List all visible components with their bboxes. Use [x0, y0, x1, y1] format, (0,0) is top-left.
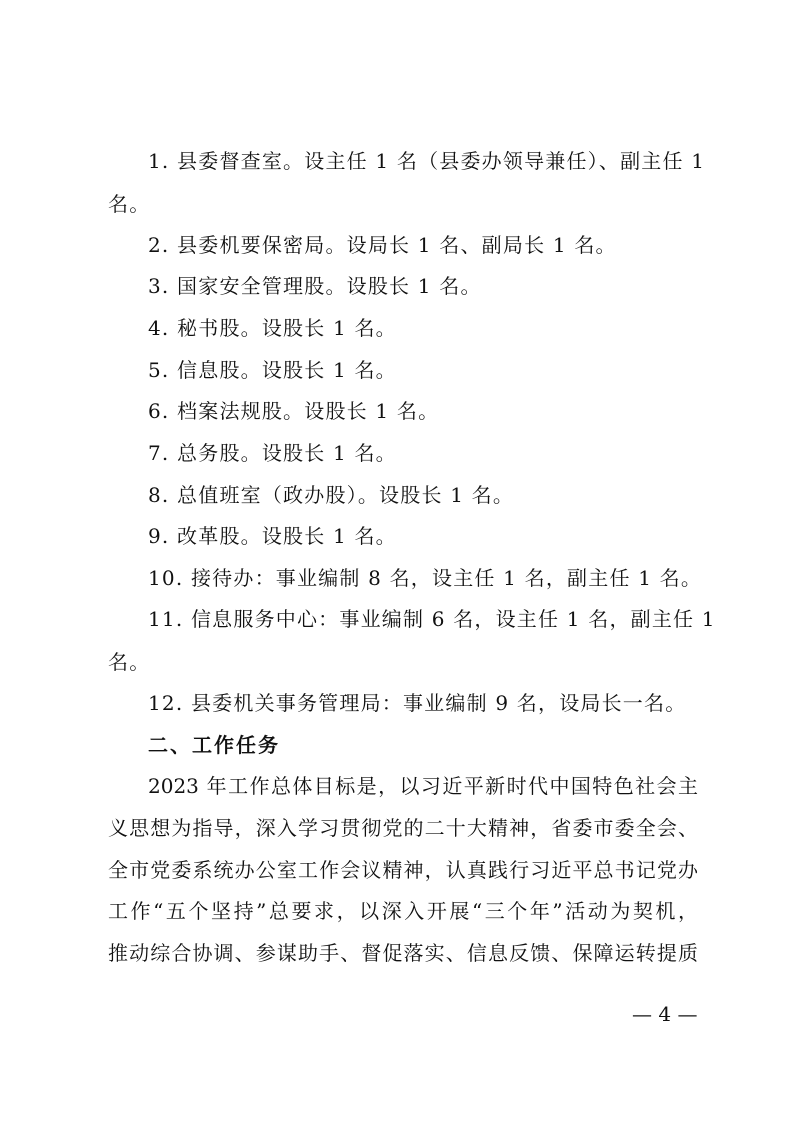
paragraph-line: 推动综合协调、参谋助手、督促落实、信息反馈、保障运转提质 [108, 941, 698, 965]
list-item: 12. 县委机关事务管理局：事业编制 9 名，设局长一名。 [148, 691, 687, 715]
list-item: 9. 改革股。设股长 1 名。 [148, 524, 397, 548]
list-item-continuation: 名。 [108, 192, 151, 216]
list-item: 6. 档案法规股。设股长 1 名。 [148, 399, 440, 423]
list-item: 10. 接待办：事业编制 8 名，设主任 1 名，副主任 1 名。 [148, 566, 703, 590]
list-item: 5. 信息股。设股长 1 名。 [148, 358, 397, 382]
list-item: 3. 国家安全管理股。设股长 1 名。 [148, 274, 482, 298]
paragraph-line: 工作“五个坚持”总要求，以深入开展“三个年”活动为契机， [108, 899, 698, 923]
section-heading: 二、工作任务 [148, 733, 280, 757]
list-item: 11. 信息服务中心：事业编制 6 名，设主任 1 名，副主任 1 [148, 607, 716, 631]
list-item: 7. 总务股。设股长 1 名。 [148, 441, 397, 465]
paragraph-line: 义思想为指导，深入学习贯彻党的二十大精神，省委市委全会、 [108, 816, 698, 840]
page-number: — 4 — [632, 1002, 698, 1026]
list-item: 4. 秘书股。设股长 1 名。 [148, 316, 397, 340]
paragraph-line: 2023 年工作总体目标是，以习近平新时代中国特色社会主 [148, 774, 698, 798]
list-item: 8. 总值班室（政办股）。设股长 1 名。 [148, 483, 515, 507]
list-item: 1. 县委督查室。设主任 1 名（县委办领导兼任）、副主任 1 [148, 149, 706, 173]
list-item-continuation: 名。 [108, 650, 151, 674]
list-item: 2. 县委机要保密局。设局长 1 名、副局长 1 名。 [148, 233, 617, 257]
paragraph-line: 全市党委系统办公室工作会议精神，认真践行习近平总书记党办 [108, 858, 698, 882]
